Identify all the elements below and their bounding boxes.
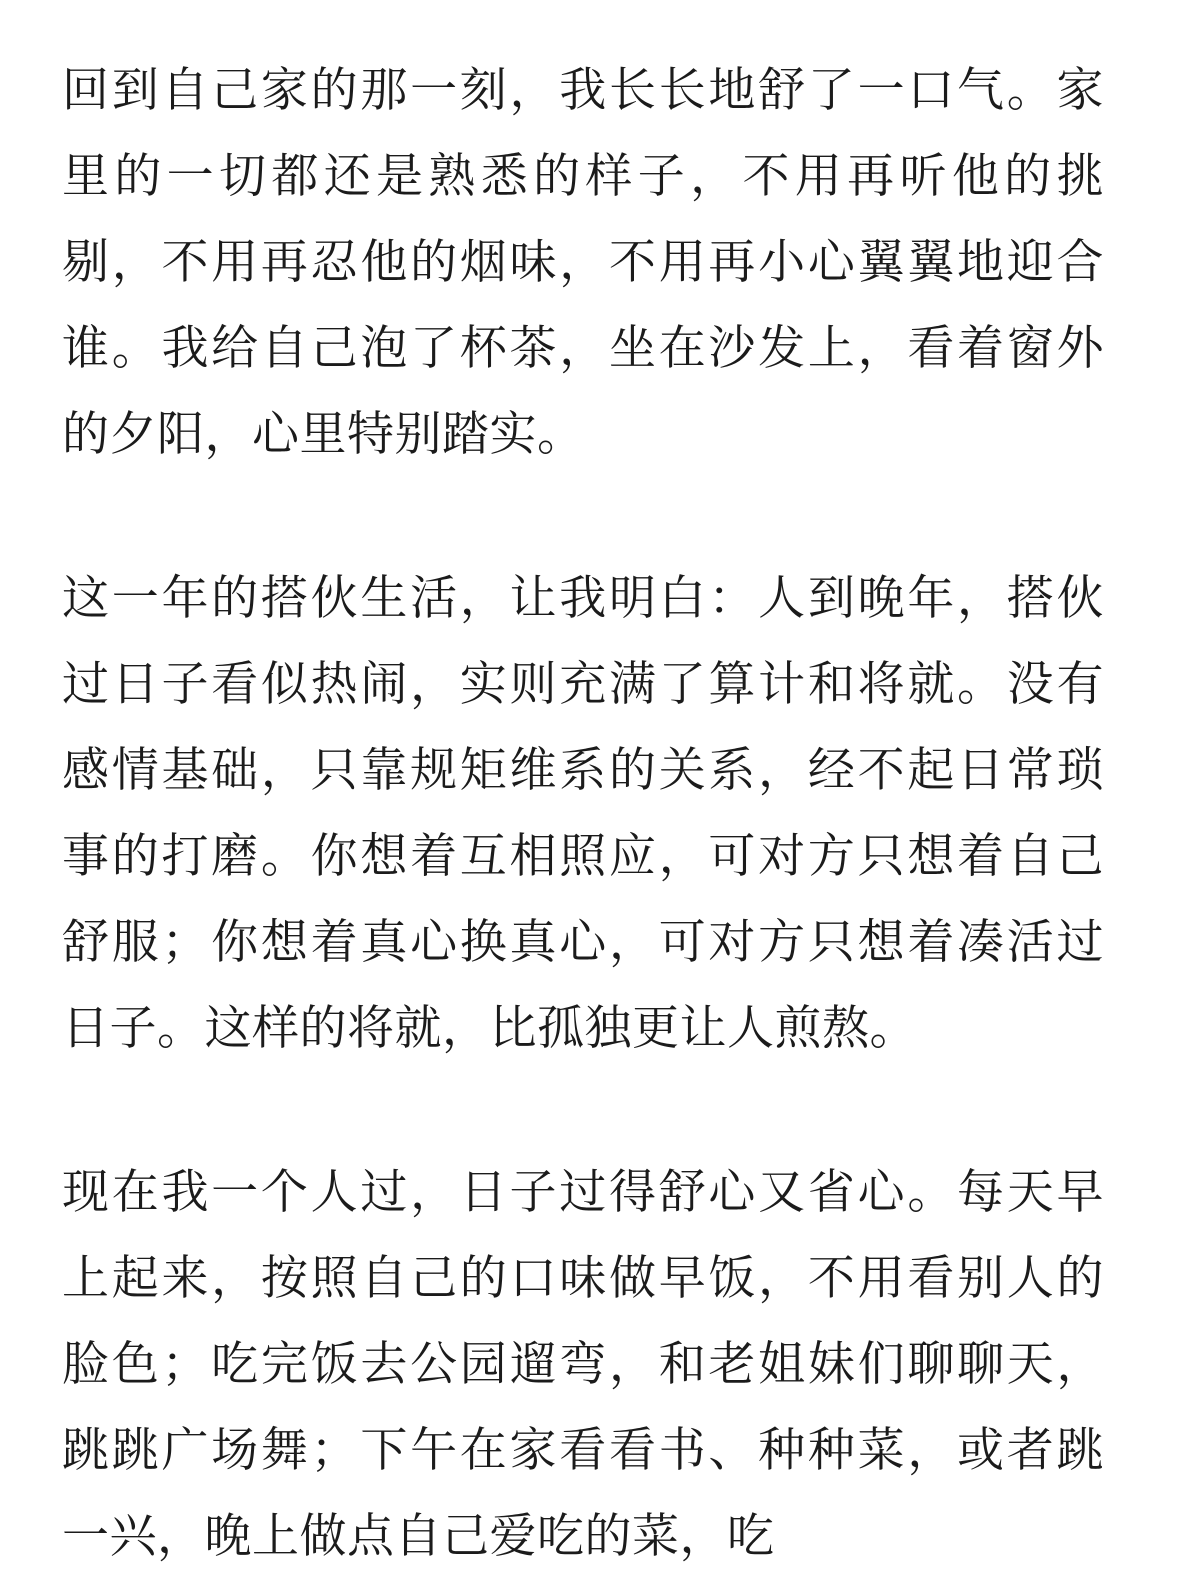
paragraph-3: 现在我一个人过，日子过得舒心又省心。每天早上起来，按照自己的口味做早饭，不用看别人的脸色；吃完饭去公园遛弯，和老姐妹们聊聊天，跳跳广场舞；下午在家看看书、种种菜，或者跳一兴，晚上做点自己爱吃的菜，吃	[62, 1165, 1104, 1564]
paragraph-1: 回到自己家的那一刻，我长长地舒了一口气。家里的一切都还是熟悉的样子，不用再听他的挑剔，不用再忍他的烟味，不用再小心翼翼地迎合谁。我给自己泡了杯茶，坐在沙发上，看着窗外的夕阳，心里特别踏实。	[62, 63, 1104, 462]
paragraph-2: 这一年的搭伙生活，让我明白：人到晚年，搭伙过日子看似热闹，实则充满了算计和将就。没有感情基础，只靠规矩维系的关系，经不起日常琐事的打磨。你想着互相照应，可对方只想着自己舒服；你想着真心换真心，可对方只想着凑活过日子。这样的将就，比孤独更让人煎熬。	[62, 571, 1104, 1056]
article-body	[62, 48, 1104, 1580]
